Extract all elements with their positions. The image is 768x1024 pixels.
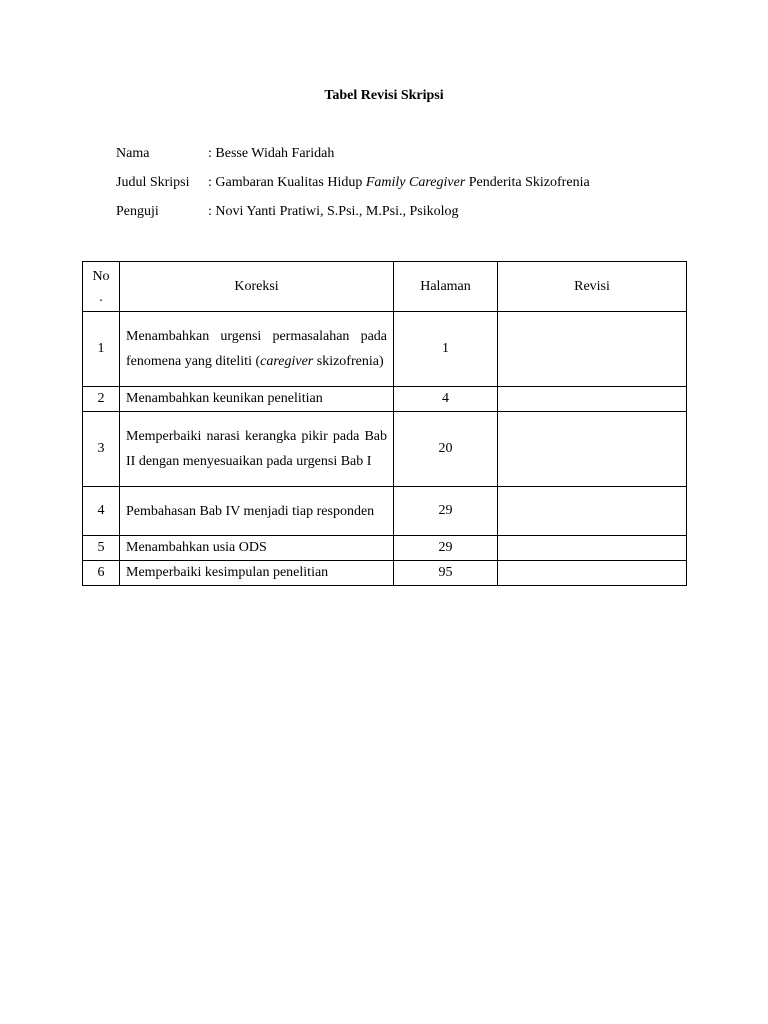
cell-revisi	[498, 536, 687, 561]
cell-no: 5	[83, 536, 120, 561]
cell-halaman: 95	[394, 561, 498, 586]
cell-koreksi	[120, 312, 394, 387]
info-row-penguji	[116, 202, 590, 231]
cell-no: 1	[83, 312, 120, 387]
koreksi-prefix: Menambahkan urgensi permasalahan pada fenomena yang diteliti (	[126, 329, 387, 369]
judul-prefix: : Gambaran Kualitas Hidup	[208, 175, 366, 190]
header-no	[83, 262, 120, 312]
cell-no: 4	[83, 487, 120, 536]
cell-koreksi: Memperbaiki kesimpulan penelitian	[120, 561, 394, 586]
cell-no: 3	[83, 412, 120, 487]
table-row	[83, 561, 687, 586]
judul-italic: Family Caregiver	[365, 175, 466, 190]
penguji-value: : Novi Yanti Pratiwi, S.Psi., M.Psi., Psikolog	[208, 204, 459, 219]
table-row	[83, 312, 687, 387]
table-row	[83, 387, 687, 412]
koreksi-suffix: skizofrenia)	[313, 354, 384, 369]
cell-no: 6	[83, 561, 120, 586]
header-revisi: Revisi	[498, 262, 687, 312]
cell-halaman: 29	[394, 536, 498, 561]
nama-label: Nama	[116, 146, 150, 161]
judul-label: Judul Skripsi	[116, 175, 190, 190]
cell-no: 2	[83, 387, 120, 412]
koreksi-italic: caregiver	[260, 354, 314, 369]
header-koreksi: Koreksi	[120, 262, 394, 312]
cell-koreksi: Memperbaiki narasi kerangka pikir pada Bab II dengan menyesuaikan pada urgensi Bab I	[120, 412, 394, 487]
cell-koreksi: Menambahkan usia ODS	[120, 536, 394, 561]
judul-value	[208, 173, 590, 202]
cell-koreksi: Menambahkan keunikan penelitian	[120, 387, 394, 412]
cell-halaman: 4	[394, 387, 498, 412]
page-title: Tabel Revisi Skripsi	[324, 88, 444, 103]
cell-revisi	[498, 312, 687, 387]
header-halaman: Halaman	[394, 262, 498, 312]
cell-revisi	[498, 561, 687, 586]
header-no-line2: .	[99, 289, 103, 305]
info-row-judul	[116, 173, 590, 202]
cell-revisi	[498, 487, 687, 536]
table-row	[83, 487, 687, 536]
cell-revisi	[498, 387, 687, 412]
info-row-nama	[116, 144, 590, 173]
table-row	[83, 536, 687, 561]
header-no-line1: No	[92, 268, 110, 284]
table-row	[83, 412, 687, 487]
revision-table	[82, 261, 687, 586]
cell-halaman: 20	[394, 412, 498, 487]
cell-revisi	[498, 412, 687, 487]
cell-halaman: 1	[394, 312, 498, 387]
judul-suffix: Penderita Skizofrenia	[465, 175, 590, 190]
penguji-label: Penguji	[116, 204, 159, 219]
cell-halaman: 29	[394, 487, 498, 536]
info-block	[116, 144, 590, 231]
cell-koreksi: Pembahasan Bab IV menjadi tiap responden	[120, 487, 394, 536]
nama-value: : Besse Widah Faridah	[208, 146, 335, 161]
table-header-row	[83, 262, 687, 312]
